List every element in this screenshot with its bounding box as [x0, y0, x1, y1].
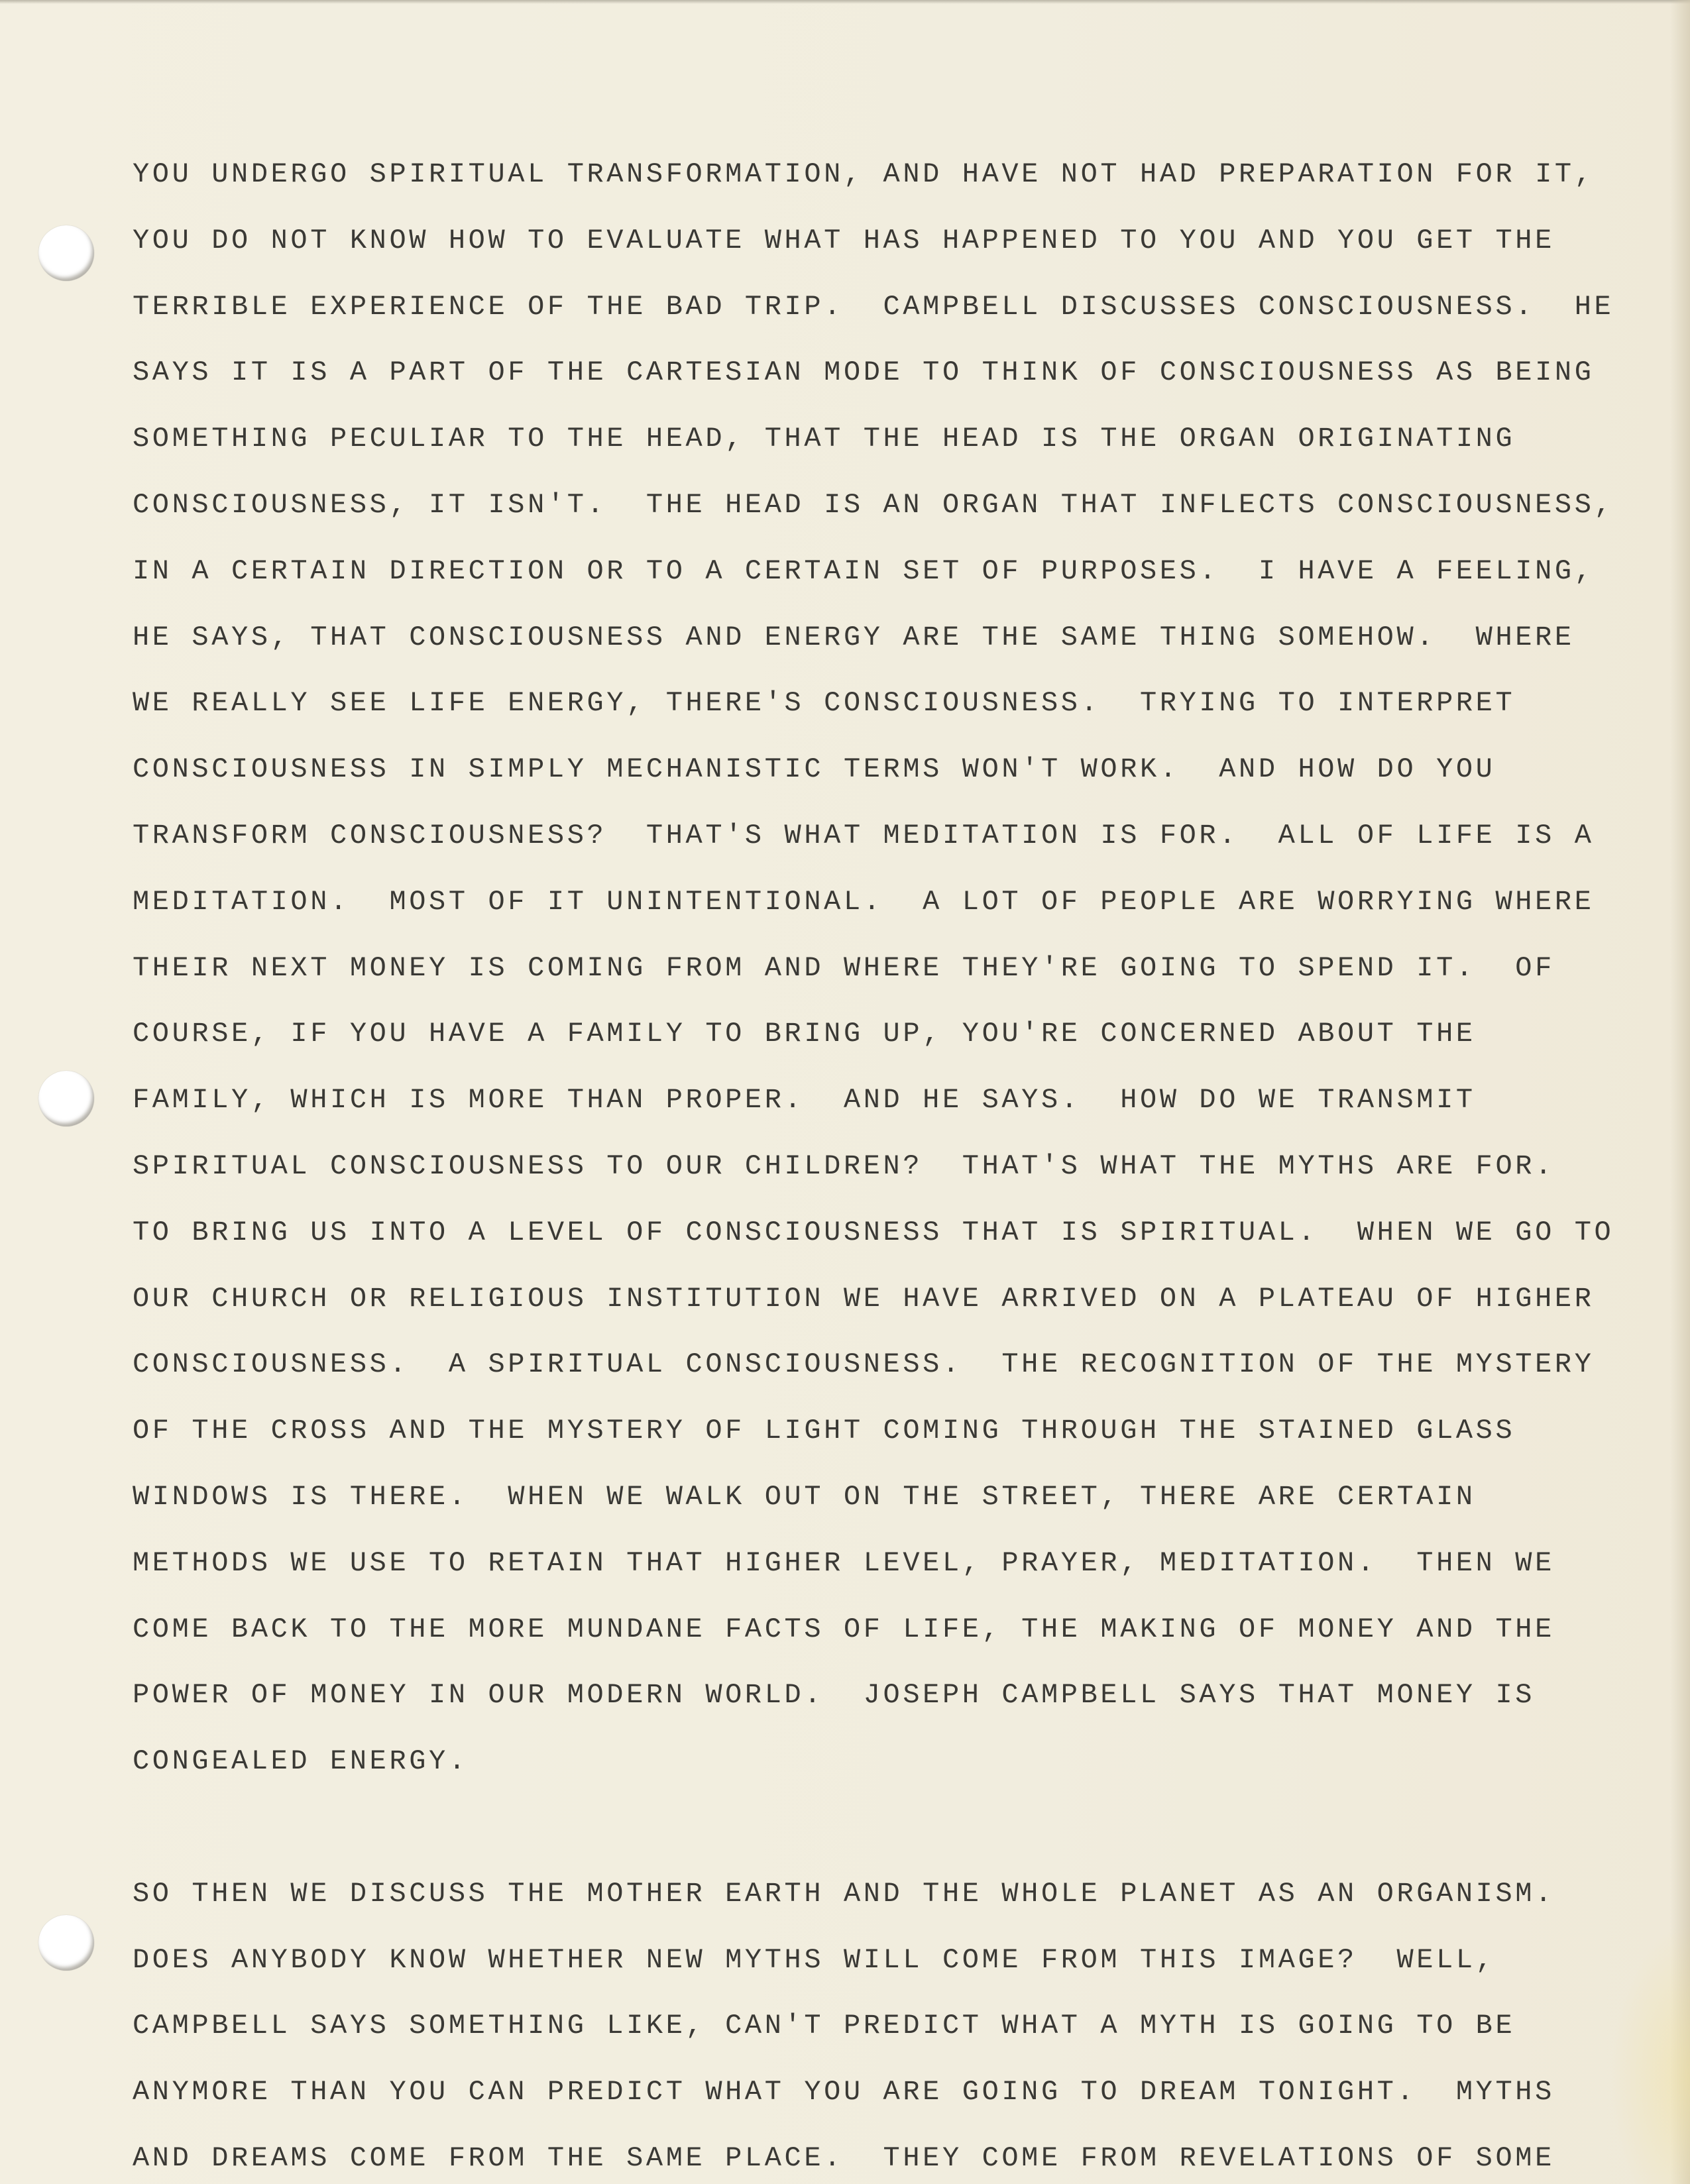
text-line: METHODS WE USE TO RETAIN THAT HIGHER LEVEL, PRAYER, MEDITATION. THEN WE: [133, 1547, 1555, 1579]
text-line: WE REALLY SEE LIFE ENERGY, THERE'S CONSCIOUSNESS. TRYING TO INTERPRET: [133, 687, 1516, 720]
text-line: CONSCIOUSNESS. A SPIRITUAL CONSCIOUSNESS. THE RECOGNITION OF THE MYSTERY: [133, 1348, 1595, 1381]
paragraph-gap: [133, 1795, 1630, 1861]
text-line: TRANSFORM CONSCIOUSNESS? THAT'S WHAT MEDITATION IS FOR. ALL OF LIFE IS A: [133, 819, 1595, 851]
punch-hole-bottom: [38, 1915, 94, 1971]
text-line: HE SAYS, THAT CONSCIOUSNESS AND ENERGY ARE THE SAME THING SOMEHOW. WHERE: [133, 621, 1575, 653]
text-line: WINDOWS IS THERE. WHEN WE WALK OUT ON THE STREET, THERE ARE CERTAIN: [133, 1480, 1476, 1513]
text-line: IN A CERTAIN DIRECTION OR TO A CERTAIN SET OF PURPOSES. I HAVE A FEELING,: [133, 555, 1595, 587]
text-line: SAYS IT IS A PART OF THE CARTESIAN MODE TO THINK OF CONSCIOUSNESS AS BEING: [133, 356, 1595, 389]
text-line: SPIRITUAL CONSCIOUSNESS TO OUR CHILDREN? THAT'S WHAT THE MYTHS ARE FOR.: [133, 1150, 1555, 1182]
text-line: CONSCIOUSNESS, IT ISN'T. THE HEAD IS AN ORGAN THAT INFLECTS CONSCIOUSNESS,: [133, 488, 1614, 521]
punch-hole-middle: [38, 1071, 94, 1126]
text-line: DOES ANYBODY KNOW WHETHER NEW MYTHS WILL COME FROM THIS IMAGE? WELL,: [133, 1943, 1496, 1976]
text-line: YOU UNDERGO SPIRITUAL TRANSFORMATION, AND HAVE NOT HAD PREPARATION FOR IT,: [133, 158, 1595, 190]
text-line: TO BRING US INTO A LEVEL OF CONSCIOUSNESS THAT IS SPIRITUAL. WHEN WE GO TO: [133, 1216, 1614, 1248]
text-line: THEIR NEXT MONEY IS COMING FROM AND WHERE THEY'RE GOING TO SPEND IT. OF: [133, 952, 1555, 984]
text-line: COURSE, IF YOU HAVE A FAMILY TO BRING UP, YOU'RE CONCERNED ABOUT THE: [133, 1018, 1476, 1050]
page-top-edge: [0, 0, 1690, 4]
text-line: OUR CHURCH OR RELIGIOUS INSTITUTION WE HAVE ARRIVED ON A PLATEAU OF HIGHER: [133, 1282, 1595, 1315]
text-line: SO THEN WE DISCUSS THE MOTHER EARTH AND THE WHOLE PLANET AS AN ORGANISM.: [133, 1877, 1555, 1910]
text-line: CAMPBELL SAYS SOMETHING LIKE, CAN'T PREDICT WHAT A MYTH IS GOING TO BE: [133, 2010, 1516, 2042]
text-line: YOU DO NOT KNOW HOW TO EVALUATE WHAT HAS HAPPENED TO YOU AND YOU GET THE: [133, 224, 1555, 256]
text-line: FAMILY, WHICH IS MORE THAN PROPER. AND HE SAYS. HOW DO WE TRANSMIT: [133, 1084, 1476, 1117]
text-line: SOMETHING PECULIAR TO THE HEAD, THAT THE HEAD IS THE ORGAN ORIGINATING: [133, 423, 1516, 455]
punch-hole-top: [38, 225, 94, 281]
text-line: AND DREAMS COME FROM THE SAME PLACE. THEY COME FROM REVELATIONS OF SOME: [133, 2142, 1555, 2174]
text-line: ANYMORE THAN YOU CAN PREDICT WHAT YOU ARE GOING TO DREAM TONIGHT. MYTHS: [133, 2076, 1555, 2108]
text-line: CONGEALED ENERGY.: [133, 1745, 469, 1778]
paragraph-1: [133, 142, 1630, 1795]
text-line: CONSCIOUSNESS IN SIMPLY MECHANISTIC TERMS WON'T WORK. AND HOW DO YOU: [133, 753, 1496, 786]
paragraph-2: [133, 1861, 1630, 2184]
text-line: COME BACK TO THE MORE MUNDANE FACTS OF LIFE, THE MAKING OF MONEY AND THE: [133, 1613, 1555, 1645]
typed-text-body: [133, 142, 1630, 2184]
page-right-edge-shadow: [1670, 0, 1690, 2184]
text-line: TERRIBLE EXPERIENCE OF THE BAD TRIP. CAMPBELL DISCUSSES CONSCIOUSNESS. HE: [133, 290, 1614, 323]
text-line: POWER OF MONEY IN OUR MODERN WORLD. JOSEPH CAMPBELL SAYS THAT MONEY IS: [133, 1679, 1536, 1712]
text-line: MEDITATION. MOST OF IT UNINTENTIONAL. A LOT OF PEOPLE ARE WORRYING WHERE: [133, 885, 1595, 918]
text-line: OF THE CROSS AND THE MYSTERY OF LIGHT COMING THROUGH THE STAINED GLASS: [133, 1415, 1516, 1447]
